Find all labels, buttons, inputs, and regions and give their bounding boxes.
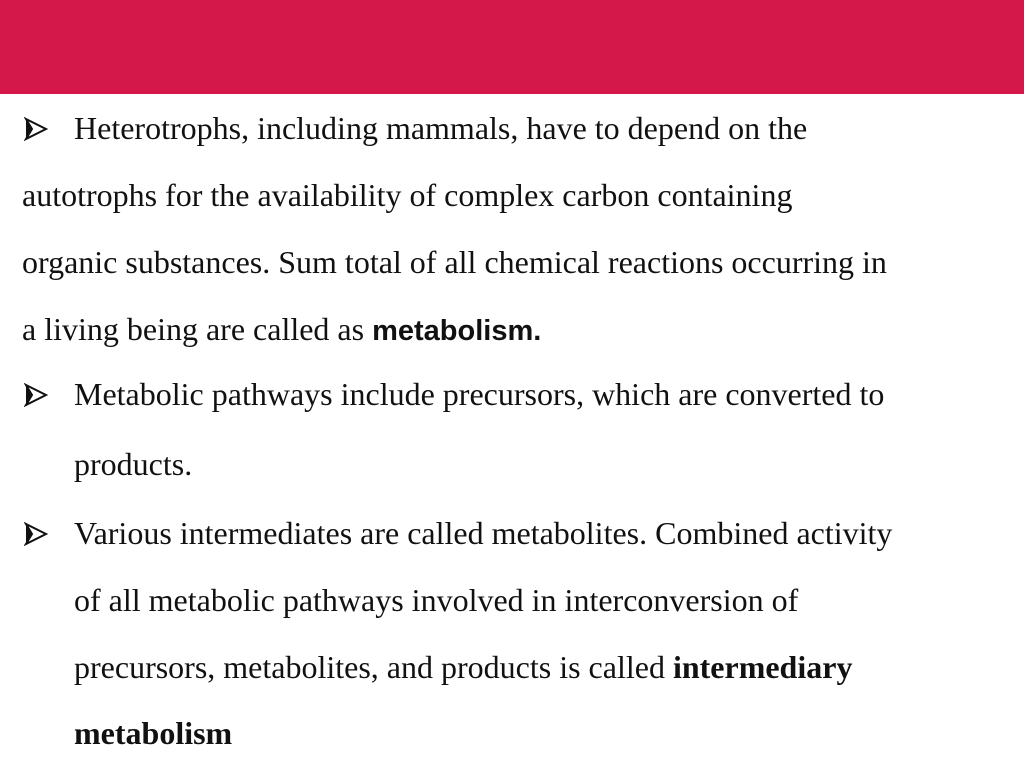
metabolism-emphasis: metabolism. <box>372 315 542 347</box>
bullet-3-line-2: of all metabolic pathways involved in interconversion of <box>74 582 799 618</box>
arrow-bullet-icon <box>24 117 48 141</box>
arrow-bullet-icon <box>24 383 48 407</box>
bullet-3-line-1: Various intermediates are called metabolites. Combined activity <box>74 515 893 551</box>
bullet-1-line-1: Heterotrophs, including mammals, have to depend on the <box>74 110 808 146</box>
arrow-bullet-icon <box>24 522 48 546</box>
bullet-1-line-4 <box>22 296 541 363</box>
bullet-2-line-2: products. <box>74 446 193 482</box>
bullet-1-line-4-text: a living being are called as <box>22 311 373 347</box>
bullet-1-line-3: organic substances. Sum total of all chemical reactions occurring in <box>22 244 887 280</box>
bullet-3-line-3 <box>74 634 852 701</box>
bullet-2-line-1: Metabolic pathways include precursors, which are converted to <box>74 376 885 412</box>
bullet-1-line-2: autotrophs for the availability of complex carbon containing <box>22 177 793 213</box>
header-band <box>0 0 1024 94</box>
bullet-3-line-4: metabolism <box>74 715 233 751</box>
intermediary-emphasis: intermediary <box>672 649 853 685</box>
bullet-3-line-3-text: precursors, metabolites, and products is called <box>74 649 673 685</box>
